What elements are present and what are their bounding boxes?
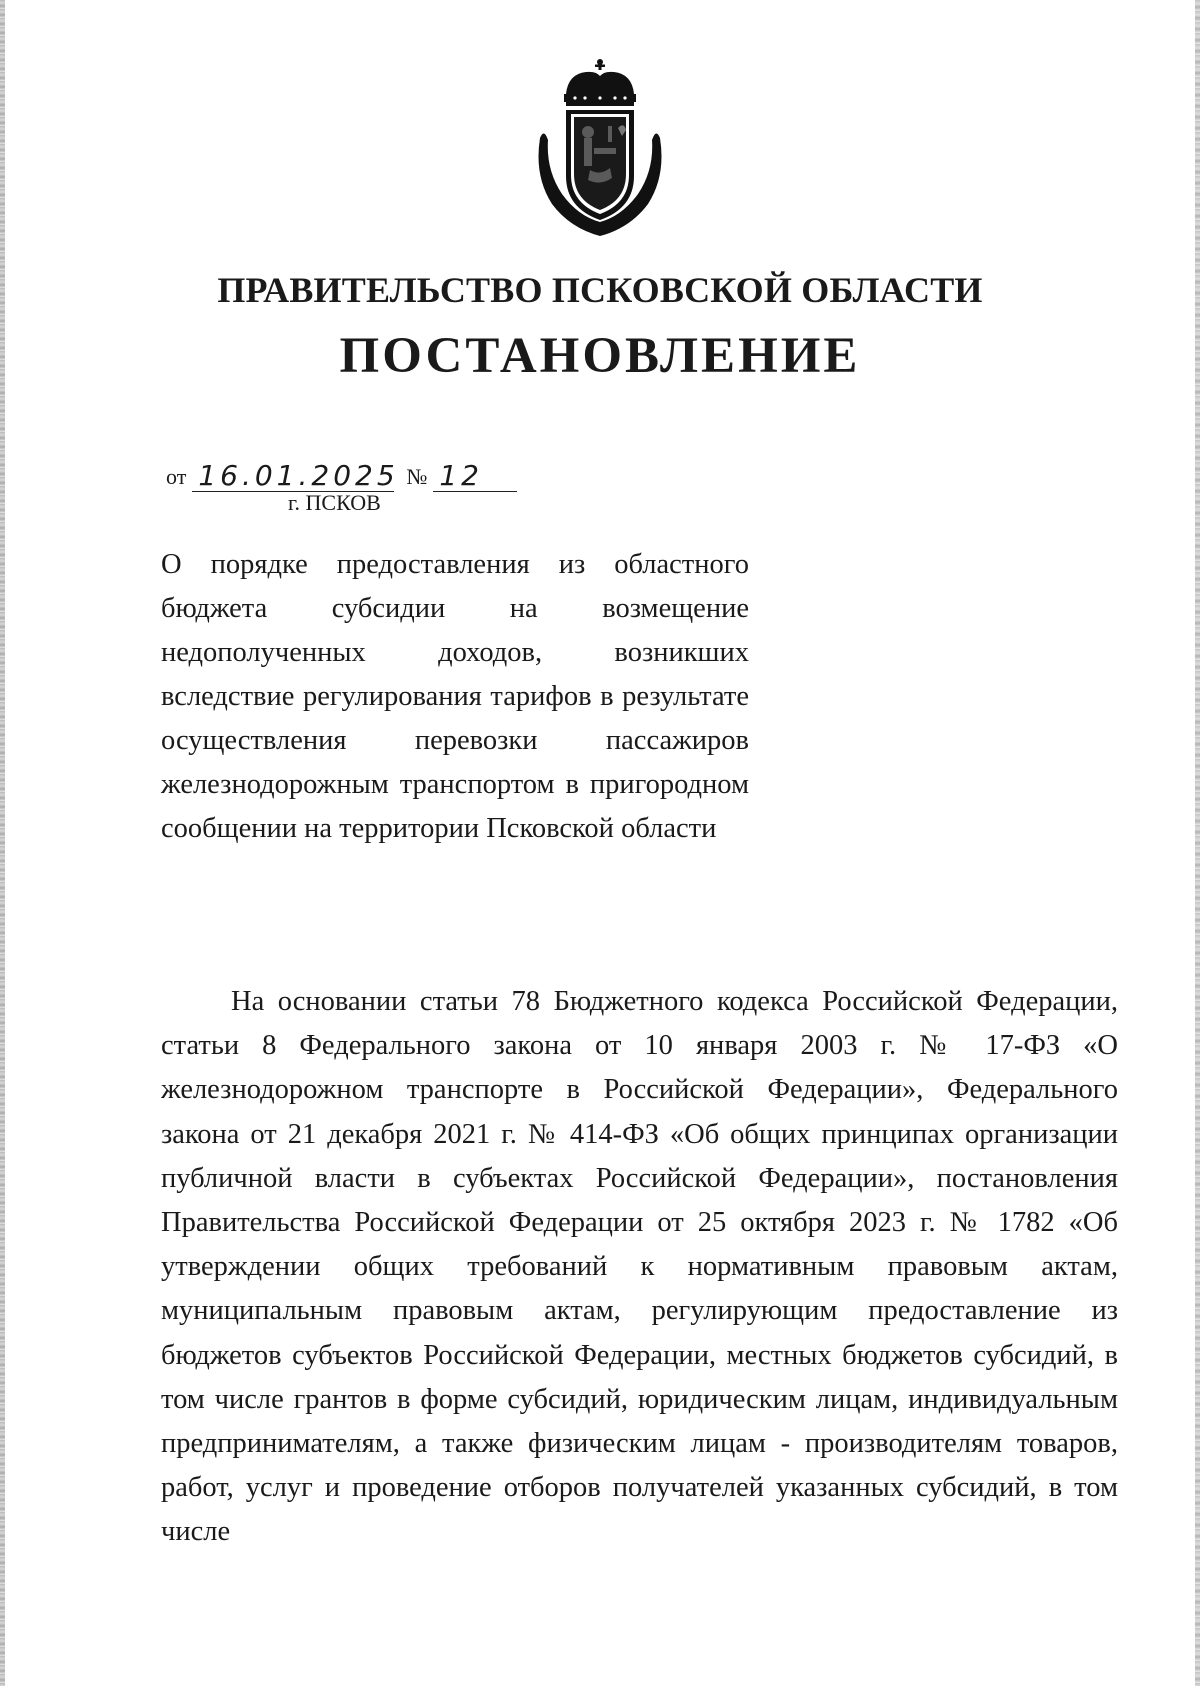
document-body-paragraph: На основании статьи 78 Бюджетного кодекса Российской Федерации, статьи 8 Федерального закона от 10 января 2003 г. № 17-ФЗ «О железнодорожном транспорте в Российской Федерации», Федерального закона от 21 декабря 2021 г. № 414-ФЗ «Об общих принципах организации публичной власти в субъектах Российской Федерации», постановления Правительства Российской Федерации от 25 октября 2023 г. № 1782 «Об утверждении общих требований к нормативным правовым актам, муниципальным правовым актам, регулирующим предоставление из бюджетов субъектов Российской Федерации, местных бюджетов субсидий, в том числе грантов в форме субсидий, юридическим лицам, индивидуальным предпринимателям, а также физическим лицам - производителям товаров, работ, услуг и проведение отборов получателей указанных субсидий, в том числе bbox=[161, 986, 1118, 1548]
document-date: 16.01.2025 bbox=[192, 461, 394, 492]
scan-edge-right bbox=[1195, 0, 1200, 1686]
scan-edge-left bbox=[0, 0, 5, 1686]
pskov-region-coat-of-arms-icon bbox=[530, 58, 670, 240]
organization-title: ПРАВИТЕЛЬСТВО ПСКОВСКОЙ ОБЛАСТИ bbox=[217, 270, 983, 310]
document-type-heading: ПОСТАНОВЛЕНИЕ bbox=[339, 328, 861, 384]
city-label: г. ПСКОВ bbox=[288, 490, 381, 515]
document-date-number-line bbox=[166, 460, 517, 492]
date-prefix-label: от bbox=[166, 464, 187, 489]
number-label: № bbox=[406, 464, 428, 489]
document-subject: О порядке предоставления из областного бюджета субсидии на возмещение недополученных доходов, возникших вследствие регулирования тарифов в результате осуществления перевозки пассажиров железнодорожным транспортом в пригородном сообщении на территории Псковской области bbox=[161, 549, 749, 844]
document-number: 12 bbox=[433, 461, 517, 492]
